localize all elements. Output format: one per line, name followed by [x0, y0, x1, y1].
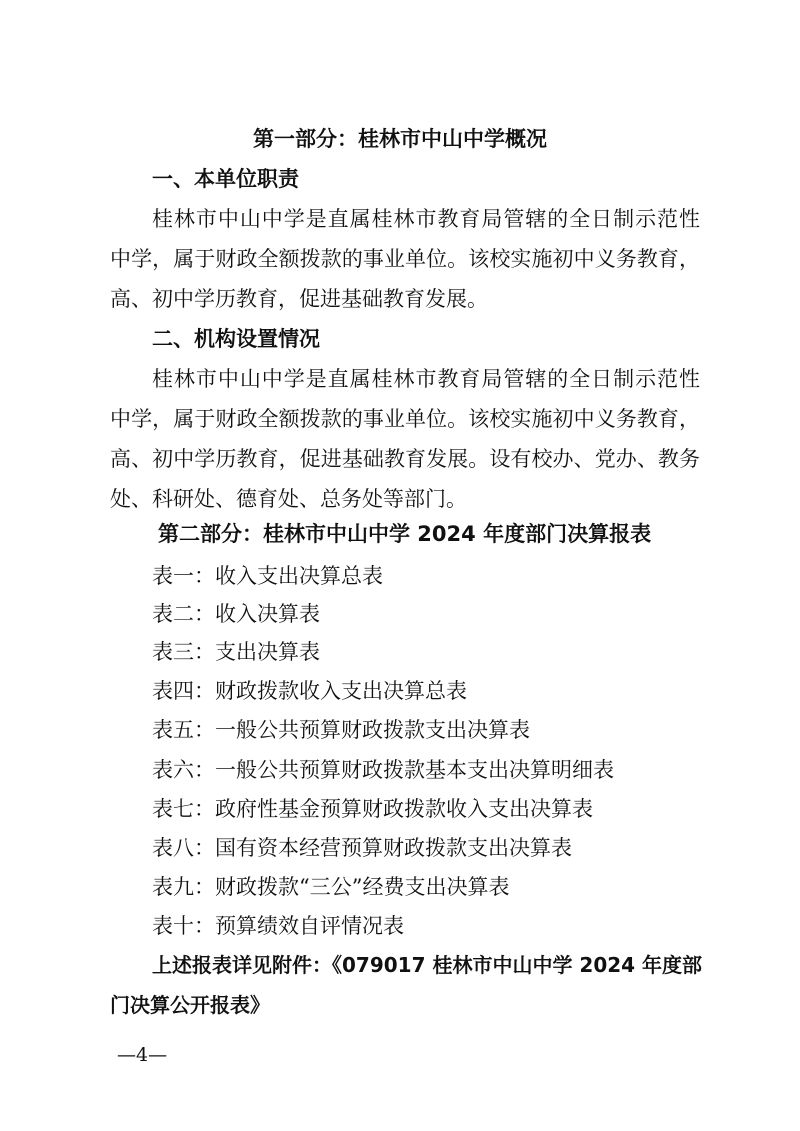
part1-title: 第一部分：桂林市中山中学概况: [253, 127, 547, 151]
table-list-item-10: 表十：预算绩效自评情况表: [152, 914, 404, 938]
section1-heading: 一、本单位职责: [152, 167, 299, 191]
section1-line-2: 中学，属于财政全额拨款的事业单位。该校实施初中义务教育，: [110, 247, 700, 271]
table-list-item-9: 表九：财政拨款“三公”经费支出决算表: [152, 875, 510, 899]
table-list-item-8: 表八：国有资本经营预算财政拨款支出决算表: [152, 836, 572, 860]
section1-line-3: 高、初中学历教育，促进基础教育发展。: [110, 287, 488, 311]
table-list-item-2: 表二：收入决算表: [152, 602, 320, 626]
table-list-item-5: 表五：一般公共预算财政拨款支出决算表: [152, 718, 530, 742]
closing-line-2: 门决算公开报表》: [110, 993, 270, 1017]
section1-line-1: 桂林市中山中学是直属桂林市教育局管辖的全日制示范性: [152, 207, 700, 231]
section2-line-2: 中学，属于财政全额拨款的事业单位。该校实施初中义务教育，: [110, 407, 700, 431]
part2-title: 第二部分：桂林市中山中学 2024 年度部门决算报表: [158, 522, 652, 546]
section2-heading: 二、机构设置情况: [152, 327, 320, 351]
section2-line-4: 处、科研处、德育处、总务处等部门。: [110, 487, 467, 511]
table-list-item-7: 表七：政府性基金预算财政拨款收入支出决算表: [152, 797, 593, 821]
closing-line-1: 上述报表详见附件：《079017 桂林市中山中学 2024 年度部: [152, 953, 703, 977]
section2-line-3: 高、初中学历教育，促进基础教育发展。设有校办、党办、教务: [110, 447, 700, 471]
table-list-item-3: 表三：支出决算表: [152, 640, 320, 664]
table-list-item-6: 表六：一般公共预算财政拨款基本支出决算明细表: [152, 758, 614, 782]
table-list-item-1: 表一：收入支出决算总表: [152, 564, 383, 588]
section2-line-1: 桂林市中山中学是直属桂林市教育局管辖的全日制示范性: [152, 367, 700, 391]
page-number: —4—: [117, 1044, 168, 1066]
table-list-item-4: 表四：财政拨款收入支出决算总表: [152, 679, 467, 703]
